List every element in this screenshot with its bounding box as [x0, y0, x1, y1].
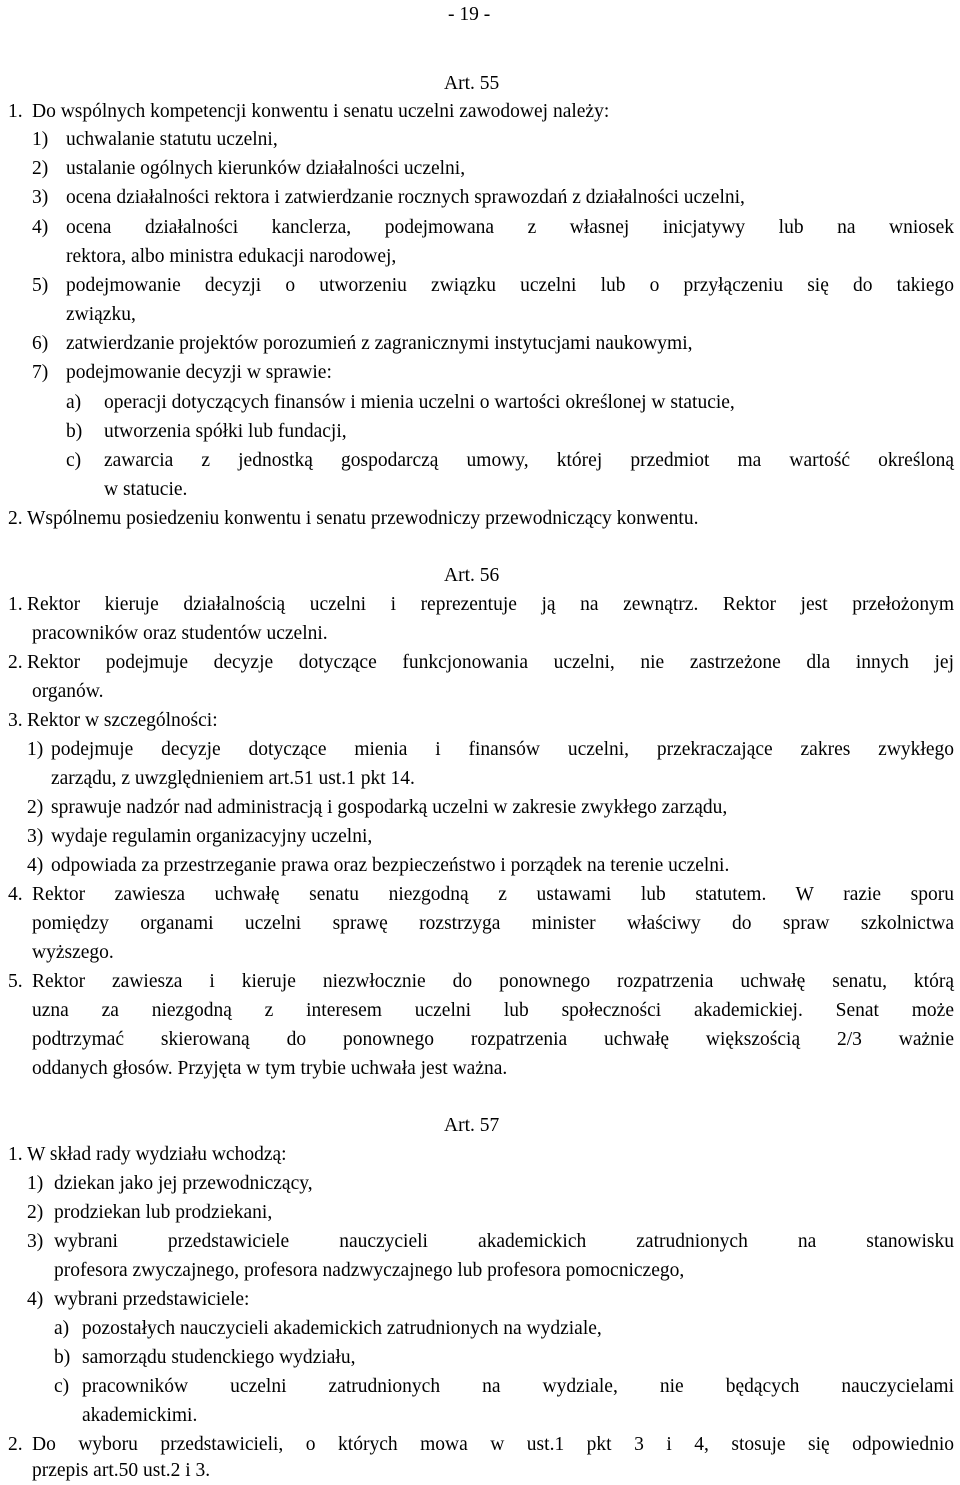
paragraph-text: Wspólnemu posiedzeniu konwentu i senatu przewodniczy przewodniczący konwentu.: [27, 508, 699, 529]
item-text-continued: profesora zwyczajnego, profesora nadzwyczajnego lub profesora pomocniczego,: [54, 1260, 685, 1281]
paragraph-text: W skład rady wydziału wchodzą:: [27, 1144, 287, 1165]
item-number: 5): [32, 275, 49, 296]
item-text: ocena działalności rektora i zatwierdzanie rocznych sprawozdań z działalności uczelni,: [66, 187, 745, 208]
item-number: 1): [32, 129, 49, 150]
paragraph-text-continued: pomiędzy organami uczelni sprawę rozstrzyga minister właściwy do spraw szkolnictwa: [32, 913, 954, 934]
item-text: podejmowanie decyzji w sprawie:: [66, 362, 332, 383]
page-number: - 19 -: [448, 4, 491, 25]
subitem-text: zawarcia z jednostką gospodarczą umowy, której przedmiot ma wartość określoną: [104, 450, 954, 471]
item-text-continued: rektora, albo ministra edukacji narodowej,: [66, 246, 397, 267]
item-number: 3): [27, 1231, 44, 1252]
subitem-letter: c): [54, 1376, 70, 1397]
item-text: dziekan jako jej przewodniczący,: [54, 1173, 313, 1194]
paragraph-text: Rektor zawiesza i kieruje niezwłocznie do ponownego rozpatrzenia uchwałę senatu, którą: [32, 971, 954, 992]
article-heading: Art. 57: [444, 1115, 500, 1136]
item-number: 6): [32, 333, 49, 354]
paragraph-number: 2.: [8, 1434, 23, 1455]
subitem-text: pozostałych nauczycieli akademickich zatrudnionych na wydziale,: [82, 1318, 602, 1339]
item-number: 4): [32, 217, 49, 238]
paragraph-number: 1.: [8, 101, 23, 122]
paragraph-text: Do wspólnych kompetencji konwentu i senatu uczelni zawodowej należy:: [32, 101, 610, 122]
item-text: wybrani przedstawiciele nauczycieli akademickich zatrudnionych na stanowisku: [54, 1231, 954, 1252]
article-heading: Art. 56: [444, 565, 500, 586]
item-text: sprawuje nadzór nad administracją i gospodarką uczelni w zakresie zwykłego zarządu,: [51, 797, 728, 818]
item-text: ustalanie ogólnych kierunków działalności uczelni,: [66, 158, 466, 179]
paragraph-number: 4.: [8, 884, 23, 905]
item-number: 4): [27, 1289, 44, 1310]
paragraph-number: 5.: [8, 971, 23, 992]
item-text: wybrani przedstawiciele:: [54, 1289, 250, 1310]
subitem-letter: b): [66, 421, 83, 442]
paragraph-number: 2.: [8, 652, 23, 673]
item-number: 7): [32, 362, 49, 383]
item-text: podejmowanie decyzji o utworzeniu związku uczelni lub o przyłączeniu się do takiego: [66, 275, 954, 296]
paragraph-number: 1.: [8, 1144, 23, 1165]
paragraph-text: Do wyboru przedstawicieli, o których mowa w ust.1 pkt 3 i 4, stosuje się odpowiednio: [32, 1434, 954, 1455]
subitem-letter: a): [66, 392, 82, 413]
paragraph-text: Rektor zawiesza uchwałę senatu niezgodną z ustawami lub statutem. W razie sporu: [32, 884, 954, 905]
paragraph-text-continued: wyższego.: [32, 942, 114, 963]
paragraph-text-continued: pracowników oraz studentów uczelni.: [32, 623, 328, 644]
item-text: zatwierdzanie projektów porozumień z zagranicznymi instytucjami naukowymi,: [66, 333, 693, 354]
subitem-text: pracowników uczelni zatrudnionych na wydziale, nie będących nauczycielami: [82, 1376, 954, 1397]
item-text: prodziekan lub prodziekani,: [54, 1202, 273, 1223]
item-text: ocena działalności kanclerza, podejmowana z własnej inicjatywy lub na wniosek: [66, 217, 954, 238]
subitem-text-continued: w statucie.: [104, 479, 188, 500]
item-number: 1): [27, 1173, 44, 1194]
item-text: odpowiada za przestrzeganie prawa oraz bezpieczeństwo i porządek na terenie uczelni.: [51, 855, 730, 876]
paragraph-text: Rektor w szczególności:: [27, 710, 218, 731]
subitem-text: utworzenia spółki lub fundacji,: [104, 421, 347, 442]
paragraph-number: 2.: [8, 508, 23, 529]
paragraph-text-continued: przepis art.50 ust.2 i 3.: [32, 1460, 211, 1481]
item-number: 2): [32, 158, 49, 179]
subitem-letter: a): [54, 1318, 70, 1339]
paragraph-text-continued: oddanych głosów. Przyjęta w tym trybie uchwała jest ważna.: [32, 1058, 508, 1079]
item-number: 3): [27, 826, 44, 847]
item-number: 2): [27, 797, 44, 818]
paragraph-text: Rektor kieruje działalnością uczelni i reprezentuje ją na zewnątrz. Rektor jest przełożonym: [27, 594, 954, 615]
subitem-letter: b): [54, 1347, 71, 1368]
item-number: 3): [32, 187, 49, 208]
subitem-text-continued: akademickimi.: [82, 1405, 198, 1426]
item-text-continued: związku,: [66, 304, 136, 325]
subitem-text: samorządu studenckiego wydziału,: [82, 1347, 356, 1368]
subitem-text: operacji dotyczących finansów i mienia uczelni o wartości określonej w statucie,: [104, 392, 735, 413]
item-number: 2): [27, 1202, 44, 1223]
paragraph-number: 1.: [8, 594, 23, 615]
item-text: podejmuje decyzje dotyczące mienia i finansów uczelni, przekraczające zakres zwykłego: [51, 739, 954, 760]
subitem-letter: c): [66, 450, 82, 471]
paragraph-text: Rektor podejmuje decyzje dotyczące funkcjonowania uczelni, nie zastrzeżone dla innych jej: [27, 652, 954, 673]
article-heading: Art. 55: [444, 73, 500, 94]
item-text: uchwalanie statutu uczelni,: [66, 129, 278, 150]
item-number: 1): [27, 739, 44, 760]
paragraph-text-continued: uzna za niezgodną z interesem uczelni lub społeczności akademickiej. Senat może: [32, 1000, 954, 1021]
item-text: wydaje regulamin organizacyjny uczelni,: [51, 826, 373, 847]
item-number: 4): [27, 855, 44, 876]
paragraph-number: 3.: [8, 710, 23, 731]
paragraph-text-continued: podtrzymać skierowaną do ponownego rozpatrzenia uchwałę większością 2/3 ważnie: [32, 1029, 954, 1050]
paragraph-text-continued: organów.: [32, 681, 104, 702]
item-text-continued: zarządu, z uwzględnieniem art.51 ust.1 pkt 14.: [51, 768, 415, 789]
